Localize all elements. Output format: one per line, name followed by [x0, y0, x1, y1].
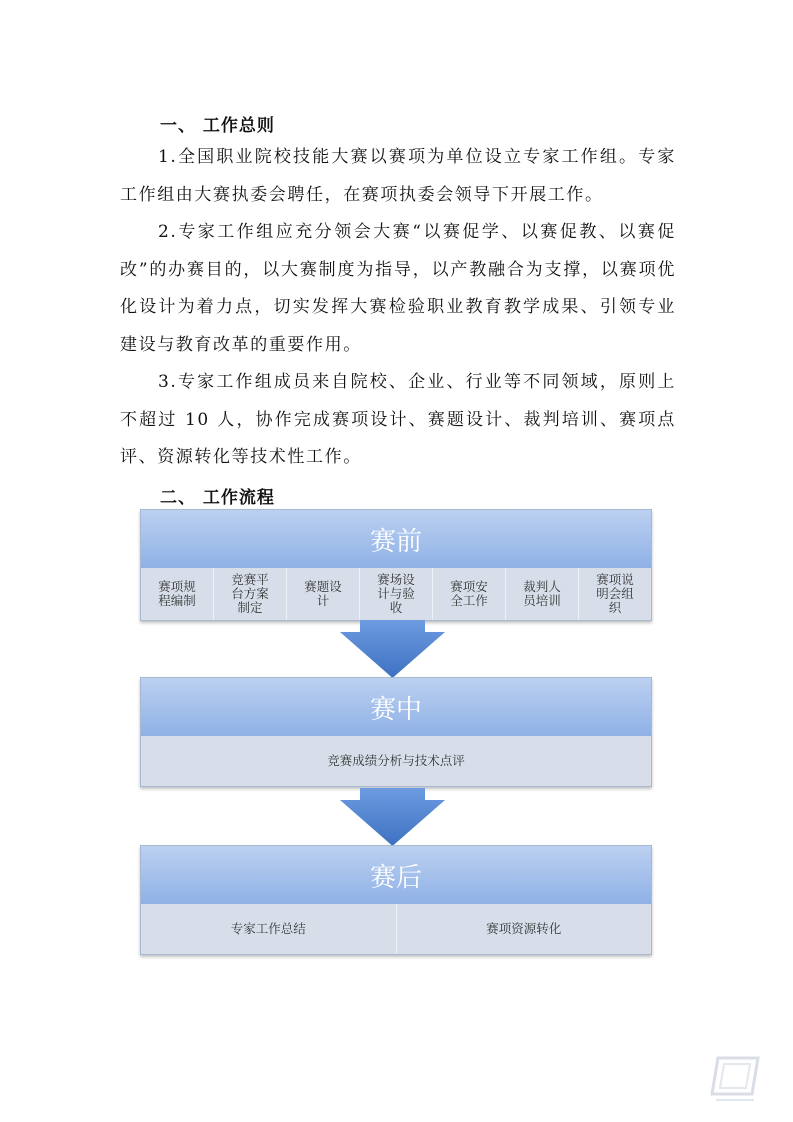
section-2-heading: 二、 工作流程	[160, 488, 275, 508]
before-item: 赛项规 程编制	[158, 579, 196, 608]
section-1-heading: 一、 工作总则	[160, 116, 275, 136]
after-item: 赛项资源转化	[396, 904, 652, 954]
before-item: 裁判人 员培训	[505, 568, 578, 620]
before-item: 竞赛平 台方案 制定	[213, 568, 286, 620]
paragraph-1: 1.全国职业院校技能大赛以赛项为单位设立专家工作组。专家工作组由大赛执委会聘任，在赛项执委会领导下开展工作。	[120, 147, 676, 205]
flow-block-after	[140, 845, 652, 955]
after-title: 赛后	[141, 846, 651, 904]
after-item: 专家工作总结	[230, 921, 306, 936]
during-title: 赛中	[141, 678, 651, 736]
down-arrow-icon	[340, 788, 445, 846]
flow-block-during	[140, 677, 652, 787]
flow-block-before	[140, 509, 652, 621]
paragraph-3: 3.专家工作组成员来自院校、企业、行业等不同领域，原则上不超过 10 人，协作完成赛项设计、赛题设计、裁判培训、赛项点评、资源转化等技术性工作。	[120, 372, 676, 467]
during-item: 竞赛成绩分析与技术点评	[327, 753, 465, 768]
watermark-logo-icon	[708, 1052, 762, 1106]
before-item: 赛项安 全工作	[432, 568, 505, 620]
before-item: 赛场设 计与验 收	[359, 568, 432, 620]
before-item: 赛项说 明会组 织	[578, 568, 651, 620]
before-item: 赛题设 计	[286, 568, 359, 620]
paragraph-2: 2.专家工作组应充分领会大赛“以赛促学、以赛促教、以赛促改”的办赛目的，以大赛制度为指导，以产教融合为支撑，以赛项优化设计为着力点，切实发挥大赛检验职业教育教学成果、引领专业建设与教育改革的重要作用。	[120, 222, 676, 355]
down-arrow-icon	[340, 620, 445, 678]
before-title: 赛前	[141, 510, 651, 568]
